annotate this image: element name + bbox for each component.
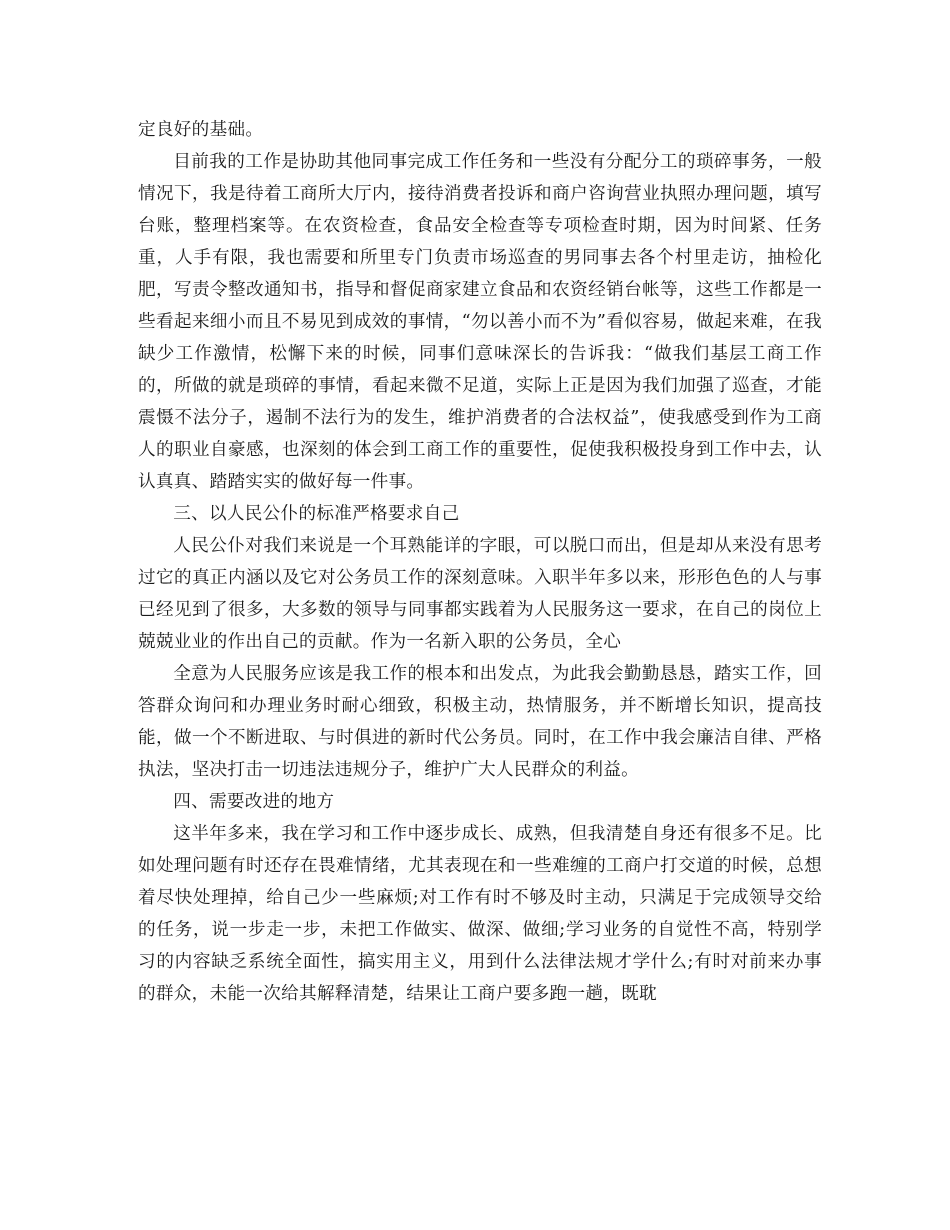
paragraph-4: 人民公仆对我们来说是一个耳熟能详的字眼，可以脱口而出，但是却从来没有思考过它的真正内涵以及它对公务员工作的深刻意味。入职半年多以来，形形色色的人与事已经见到了很多，大多数的领导与同事都实践着为人民服务这一要求，在自己的岗位上兢兢业业的作出自己的贡献。作为一名新入职的公务员，全心 xyxy=(138,536,822,652)
section-heading-3: 三、以人民公仆的标准严格要求自己 xyxy=(173,504,460,524)
paragraph-2: 目前我的工作是协助其他同事完成工作任务和一些没有分配分工的琐碎事务，一般情况下，我是待着工商所大厅内，接待消费者投诉和商户咨询营业执照办理问题，填写台账，整理档案等。在农资检查，食品安全检查等专项检查时期，因为时间紧、任务重，人手有限，我也需要和所里专门负责市场巡查的男同事去各个村里走访，抽检化肥，写责令整改通知书，指导和督促商家建立食品和农资经销台帐等，这些工作都是一些看起来细小而且不易见到成效的事情，“勿以善小而不为”看似容易，做起来难，在我缺少工作激情，松懈下来的时候，同事们意味深长的告诉我：“做我们基层工商工作的，所做的就是琐碎的事情，看起来微不足道，实际上正是因为我们加强了巡查，才能震慑不法分子，遏制不法行为的发生，维护消费者的合法权益”，使我感受到作为工商人的职业自豪感，也深刻的体会到工商工作的重要性，促使我积极投身到工作中去，认认真真、踏踏实实的做好每一件事。 xyxy=(138,152,822,492)
paragraph-1: 定良好的基础。 xyxy=(138,120,264,140)
section-heading-4: 四、需要改进的地方 xyxy=(173,792,335,812)
document-page xyxy=(138,114,822,1010)
paragraph-5: 全意为人民服务应该是我工作的根本和出发点，为此我会勤勤恳恳，踏实工作，回答群众询问和办理业务时耐心细致，积极主动，热情服务，并不断增长知识，提高技能，做一个不断进取、与时俱进的新时代公务员。同时，在工作中我会廉洁自律、严格执法，坚决打击一切违法违规分子，维护广大人民群众的利益。 xyxy=(138,664,822,780)
paragraph-7: 这半年多来，我在学习和工作中逐步成长、成熟，但我清楚自身还有很多不足。比如处理问题有时还存在畏难情绪，尤其表现在和一些难缠的工商户打交道的时候，总想着尽快处理掉，给自己少一些麻烦;对工作有时不够及时主动，只满足于完成领导交给的任务，说一步走一步，未把工作做实、做深、做细;学习业务的自觉性不高，特别学习的内容缺乏系统全面性，搞实用主义，用到什么法律法规才学什么;有时对前来办事的群众，未能一次给其解释清楚，结果让工商户要多跑一趟，既耽 xyxy=(138,824,822,1004)
